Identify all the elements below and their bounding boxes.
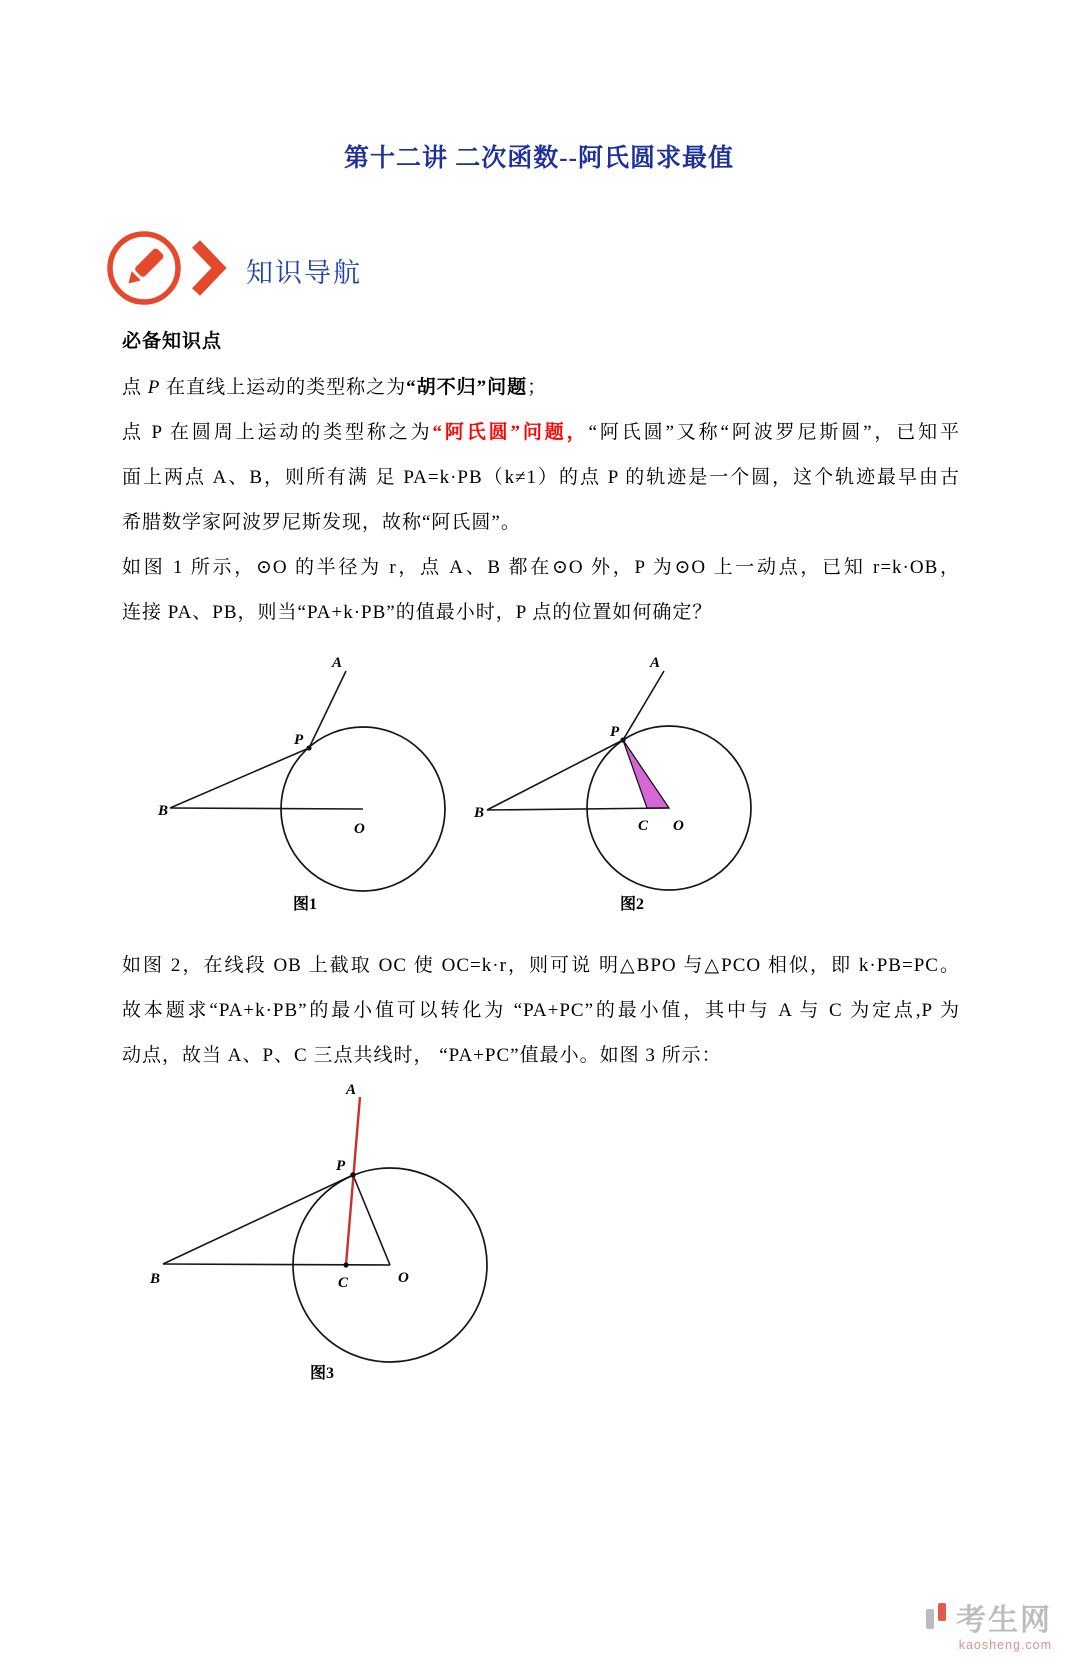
figure-1-diagram bbox=[158, 649, 470, 921]
point-p bbox=[306, 745, 311, 750]
paragraph-line: 如图 1 所示，⊙O 的半径为 r，点 A、B 都在⊙O 外，P 为⊙O 上一动点，已知 r=k·OB， bbox=[122, 557, 960, 578]
figures-row bbox=[158, 649, 1078, 921]
point-label-p: P bbox=[336, 1158, 346, 1174]
figure-2-diagram bbox=[472, 649, 784, 921]
knowledge-nav-header bbox=[104, 230, 1078, 310]
bold-term-hubugui: “胡不归”问题 bbox=[406, 377, 528, 398]
page-title: 第十二讲 二次函数--阿氏圆求最值 bbox=[344, 145, 734, 172]
point-label-p: P bbox=[610, 724, 620, 740]
paragraph-line bbox=[122, 365, 960, 410]
paragraph-line: 面上两点 A、B，则所有满 足 PA=k·PB（k≠1）的点 P 的轨迹是一个圆，这个轨迹最早由古 bbox=[122, 467, 960, 488]
watermark-name: 考生网 bbox=[956, 1604, 1052, 1637]
paragraph-line: 故本题求“PA+k·PB”的最小值可以转化为 “PA+PC”的最小值，其中与 A 与 C 为定点,P 为 bbox=[122, 1000, 960, 1021]
point-label-p: P bbox=[294, 732, 304, 748]
watermark bbox=[924, 1599, 1052, 1652]
figure-3-container bbox=[148, 1080, 1078, 1407]
intro-text-block bbox=[122, 365, 960, 635]
variable-p: P bbox=[147, 377, 161, 398]
point-label-c: C bbox=[338, 1275, 349, 1291]
paragraph-line: 连接 PA、PB，则当“PA+k·PB”的值最小时，P 点的位置如何确定？ bbox=[122, 602, 713, 623]
text-run: 点 bbox=[122, 377, 148, 398]
text-run: ； bbox=[527, 377, 548, 398]
red-collinear-line-apc bbox=[346, 1097, 360, 1265]
shaded-triangle-pco bbox=[623, 740, 669, 808]
figure-3-caption: 图3 bbox=[310, 1365, 335, 1382]
chevron-right-icon bbox=[188, 237, 228, 304]
kaosheng-logo-icon bbox=[924, 1599, 950, 1636]
point-label-o: O bbox=[398, 1270, 409, 1286]
paragraph-line bbox=[122, 410, 960, 455]
text-run: 点 P 在圆周上运动的类型称之为 bbox=[122, 422, 433, 443]
point-label-b: B bbox=[150, 1271, 161, 1287]
explanation-text-block bbox=[122, 943, 960, 1078]
section-heading: 必备知识点 bbox=[122, 331, 223, 352]
point-label-a: A bbox=[650, 655, 661, 671]
pencil-badge-icon bbox=[104, 228, 184, 313]
figure-1-caption: 图1 bbox=[293, 896, 318, 913]
paragraph-line: 希腊数学家阿波罗尼斯发现，故称“阿氏圆”。 bbox=[122, 512, 521, 533]
point-label-b: B bbox=[474, 805, 485, 821]
text-run: 在直线上运动的类型称之为 bbox=[160, 377, 407, 398]
nav-section-label: 知识导航 bbox=[246, 257, 362, 288]
figure-3-diagram bbox=[148, 1080, 510, 1402]
point-label-c: C bbox=[638, 818, 649, 834]
watermark-domain: kaosheng.com bbox=[958, 1638, 1052, 1652]
red-term-ashiyuan: “阿氏圆”问题， bbox=[432, 422, 589, 443]
paragraph-line: 如图 2，在线段 OB 上截取 OC 使 OC=k·r，则可说 明△BPO 与△PCO 相似，即 k·PB=PC。 bbox=[122, 955, 960, 976]
point-label-a: A bbox=[346, 1082, 357, 1098]
point-label-a: A bbox=[332, 655, 343, 671]
point-c bbox=[343, 1262, 348, 1267]
point-p bbox=[620, 737, 625, 742]
paragraph-line: 动点，故当 A、P、C 三点共线时， “PA+PC”值最小。如图 3 所示： bbox=[122, 1045, 722, 1066]
point-label-o: O bbox=[673, 818, 684, 834]
text-run: “阿氏圆”又称“阿波罗尼斯圆”，已知平 bbox=[588, 422, 960, 443]
point-label-b: B bbox=[158, 803, 169, 819]
point-p bbox=[350, 1172, 356, 1178]
point-label-o: O bbox=[354, 821, 365, 837]
figure-2-caption: 图2 bbox=[620, 896, 645, 913]
